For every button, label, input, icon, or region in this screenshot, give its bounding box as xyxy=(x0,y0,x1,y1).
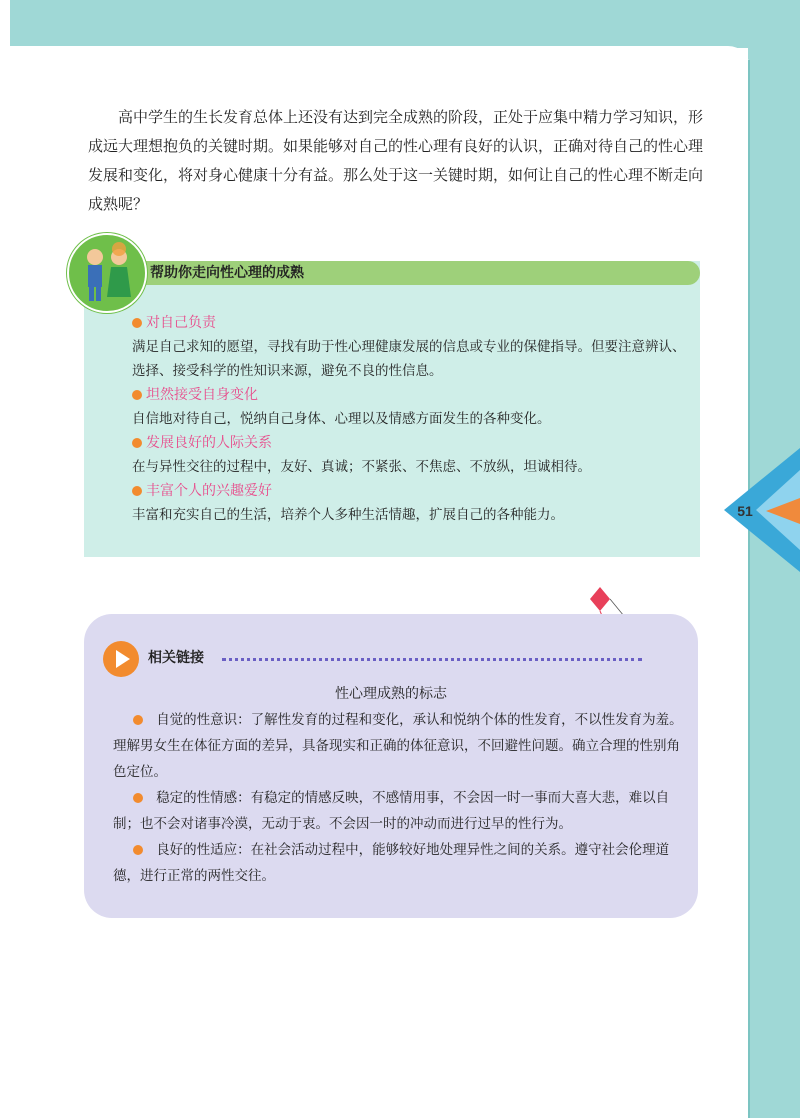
help-item-heading-text: 对自己负责 xyxy=(146,315,216,331)
bullet-dot-icon xyxy=(133,793,143,803)
help-item-heading xyxy=(132,383,692,407)
related-links-title: 性心理成熟的标志 xyxy=(335,686,447,702)
page-number: 51 xyxy=(737,503,753,519)
related-paragraph-text: 良好的性适应：在社会活动过程中，能够较好地处理异性之间的关系。遵守社会伦理道德，进行正常的两性交往。 xyxy=(113,842,670,884)
help-box-content xyxy=(132,311,692,527)
help-box-title: 帮助你走向性心理的成熟 xyxy=(150,265,304,281)
page-edge-line xyxy=(748,60,750,1118)
top-margin-band xyxy=(10,0,800,48)
play-icon-triangle xyxy=(116,650,130,668)
related-paragraph-text: 自觉的性意识：了解性发育的过程和变化，承认和悦纳个体的性发育，不以性发育为羞。理解男女生在体征方面的差异，具备现实和正确的体征意识，不回避性问题。确立合理的性别角色定位。 xyxy=(113,712,683,780)
kids-illustration-svg xyxy=(69,235,145,311)
bullet-dot-icon xyxy=(132,318,142,328)
bullet-dot-icon xyxy=(132,438,142,448)
intro-paragraph: 高中学生的生长发育总体上还没有达到完全成熟的阶段，正处于应集中精力学习知识，形成远大理想抱负的关键时期。如果能够对自己的性心理有良好的认识，正确对待自己的性心理发展和变化，将对身心健康十分有益。那么处于这一关键时期，如何让自己的性心理不断走向成熟呢？ xyxy=(88,108,704,213)
help-item-heading-text: 发展良好的人际关系 xyxy=(146,435,272,451)
help-item-body: 满足自己求知的愿望，寻找有助于性心理健康发展的信息或专业的保健指导。但要注意辨认、选择、接受科学的性知识来源，避免不良的性信息。 xyxy=(132,339,686,379)
related-paragraph-text: 稳定的性情感：有稳定的情感反映，不感情用事，不会因一时一事而大喜大悲，难以自制；也不会对诸事冷漠，无动于衷。不会因一时的冲动而进行过早的性行为。 xyxy=(113,790,670,832)
help-item-heading xyxy=(132,479,692,503)
help-item-heading-text: 丰富个人的兴趣爱好 xyxy=(146,483,272,499)
help-item-heading-text: 坦然接受自身变化 xyxy=(146,387,258,403)
bullet-dot-icon xyxy=(132,486,142,496)
help-item-body: 自信地对待自己，悦纳自己身体、心理以及情感方面发生的各种变化。 xyxy=(132,411,551,427)
related-links-content xyxy=(113,707,683,889)
related-paragraph xyxy=(113,837,683,889)
help-item-body: 在与异性交往的过程中，友好、真诚；不紧张、不焦虑、不放纵，坦诚相待。 xyxy=(132,459,591,475)
help-item-heading xyxy=(132,311,692,335)
related-links-label: 相关链接 xyxy=(148,650,204,666)
related-paragraph xyxy=(113,785,683,837)
page-marker-arrow-icon xyxy=(766,498,800,524)
kids-illustration-icon xyxy=(67,233,147,313)
bullet-dot-icon xyxy=(132,390,142,400)
bullet-dot-icon xyxy=(133,845,143,855)
bullet-dot-icon xyxy=(133,715,143,725)
dotted-divider xyxy=(222,658,642,661)
help-item-body: 丰富和充实自己的生活，培养个人多种生活情趣，扩展自己的各种能力。 xyxy=(132,507,564,523)
help-item-heading xyxy=(132,431,692,455)
related-paragraph xyxy=(113,707,683,785)
